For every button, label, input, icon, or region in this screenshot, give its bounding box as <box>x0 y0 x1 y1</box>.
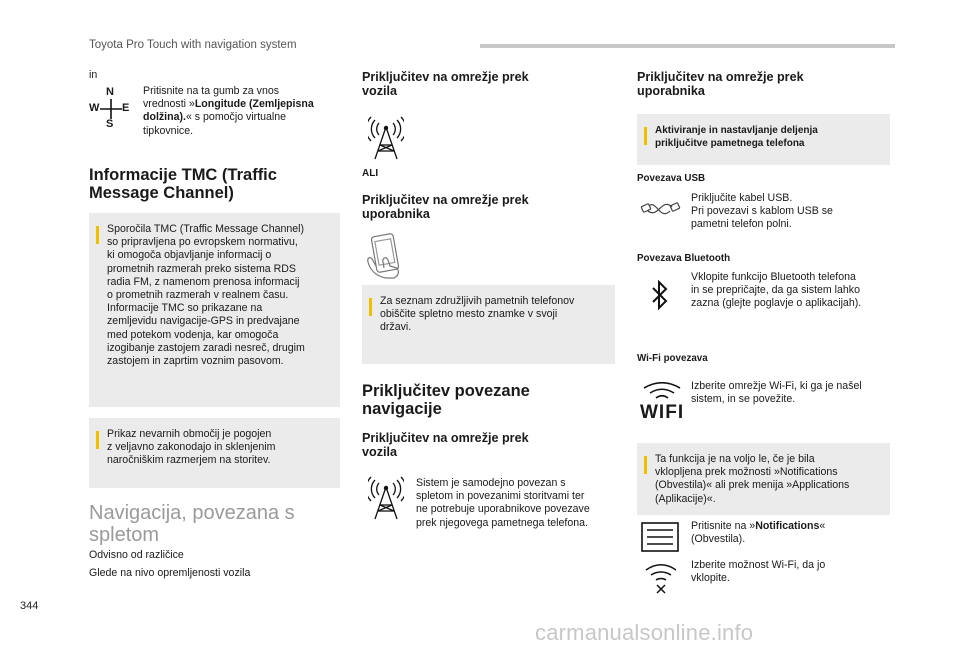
tmc-heading: Informacije TMC (Traffic Message Channel) <box>89 166 277 202</box>
compatible-phones-note: Za seznam združljivih pametnih telefonov obiščite spletno mesto znamke v svoji državi. <box>362 285 615 364</box>
bluetooth-instructions: Vklopite funkcijo Bluetooth telefona in se prepričajte, da ga sistem lahko zazna (glejte poglavje o aplikacijah). <box>691 271 862 310</box>
equipment-note: Glede na nivo opremljenosti vozila <box>89 567 251 579</box>
user-connection-heading: Priključitev na omrežje prek uporabnika <box>362 193 529 221</box>
vehicle-connection-heading-2: Priključitev na omrežje prek vozila <box>362 431 529 459</box>
wifi-toggle-icon <box>643 562 679 594</box>
header-title: Toyota Pro Touch with navigation system <box>89 39 297 51</box>
intro-text: in <box>89 69 98 81</box>
bluetooth-icon <box>651 279 669 311</box>
header-divider <box>480 44 895 48</box>
version-note: Odvisno od različice <box>89 549 184 561</box>
connected-nav-heading: Priključitev povezane navigacije <box>362 382 530 418</box>
antenna-icon-2 <box>368 475 404 521</box>
tethering-note: Aktiviranje in nastavljanje deljenja priključitve pametnega telefona <box>637 114 890 165</box>
tmc-note <box>89 213 340 407</box>
page-number: 344 <box>20 600 39 612</box>
notifications-instruction: Pritisnite na »Notifications« (Obvestila). <box>691 520 826 546</box>
connected-navigation-heading: Navigacija, povezana s spletom <box>89 502 295 546</box>
usb-instructions: Priključite kabel USB. Pri povezavi s kablom USB se pametni telefon polni. <box>691 192 833 231</box>
wifi-label: Wi-Fi povezava <box>637 353 708 364</box>
notifications-menu-icon <box>641 522 679 552</box>
user-connection-heading-col3: Priključitev na omrežje prek uporabnika <box>637 70 804 98</box>
or-label: ALI <box>362 168 379 179</box>
notifications-availability-note: Ta funkcija je na voljo le, če je bila vklopljena prek možnosti »Notifications (Obvestila)« ali prek menija »Applications (Aplikacije)«. <box>637 443 890 515</box>
wifi-icon: WIFI <box>640 382 684 426</box>
automatic-connection-text: Sistem je samodejno povezan s spletom in povezanimi storitvami ter ne potrebuje uporabnikove povezave prek njegovega pametnega telefona. <box>416 477 590 529</box>
compass-instruction: Pritisnite na ta gumb za vnos vrednosti »Longitude (Zemljepisna dolžina).« s pomočjo virtualne tipkovnice. <box>143 85 314 137</box>
danger-zones-note: Prikaz nevarnih območij je pogojen z veljavno zakonodajo in sklenjenim naročniškim razmerjem na storitev. <box>89 418 340 488</box>
wifi-enable-instruction: Izberite možnost Wi-Fi, da jo vklopite. <box>691 559 826 585</box>
antenna-icon <box>368 115 404 161</box>
compass-icon: N W E S <box>89 86 130 130</box>
tmc-note-text: Sporočila TMC (Traffic Message Channel) so pripravljena po evropskem normativu, ki omogoča objavljanje informacij o prometnih razmerah preko sistema RDS radia FM, z namenom prenosa informacij o prometnih razmerah v realnem času. Informacije TMC so prikazane na zemljevidu navigacije-GPS in predvajane med potekom vodenja, kar omogoča izogibanje zastojem zaradi nesreč, drugim zastojem in zaprtim voznim pasovom. <box>107 223 305 368</box>
bluetooth-label: Povezava Bluetooth <box>637 253 731 264</box>
usb-label: Povezava USB <box>637 173 706 184</box>
watermark: carmanualsonline.info <box>535 620 754 645</box>
wifi-instructions: Izberite omrežje Wi-Fi, ki ga je našel sistem, in se povežite. <box>691 380 862 406</box>
vehicle-connection-heading: Priključitev na omrežje prek vozila <box>362 70 529 98</box>
usb-cable-icon <box>640 195 682 223</box>
smartphone-icon <box>364 232 406 280</box>
